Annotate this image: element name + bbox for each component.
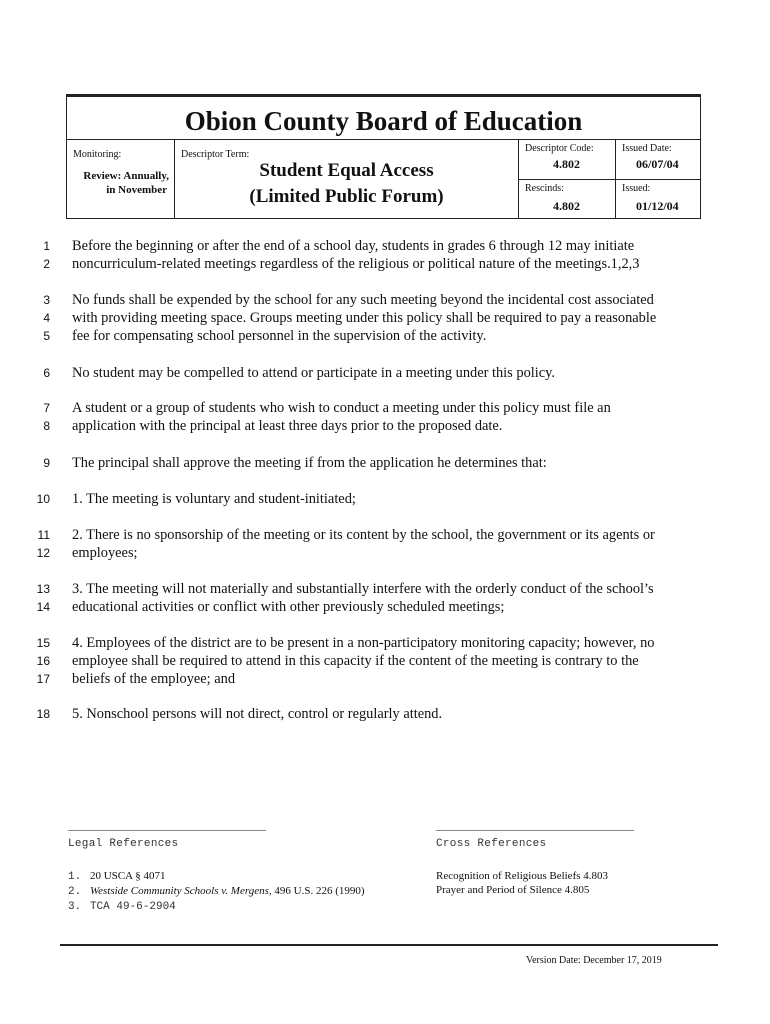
cross-references [436,830,716,897]
line-number: 3 [43,293,50,307]
cross-reference-item: Prayer and Period of Silence 4.805 [436,884,590,896]
issued-cell [622,183,700,214]
line-number: 14 [36,600,50,614]
policy-paragraph [72,705,702,723]
legal-references-heading: Legal References [68,838,179,850]
line-number: 4 [43,311,50,325]
board-title: Obion County Board of Education [184,106,583,136]
paragraph-line: 5. Nonschool persons will not direct, control or regularly attend. [72,706,443,722]
paragraph-line: beliefs of the employee; and [72,671,236,687]
paragraph-line: A student or a group of students who wish to conduct a meeting under this policy must file an [72,400,611,416]
paragraph-line: educational activities or conflict with other previously scheduled meetings; [72,599,505,615]
header-divider [67,139,700,140]
rescinds-label: Rescinds: [525,183,564,194]
monitoring-label: Monitoring: [73,149,122,160]
policy-paragraph [72,291,702,345]
paragraph-line: 4. Employees of the district are to be present in a non-participatory monitoring capacity; however, no [72,635,655,651]
issued-date-cell [622,143,700,172]
header-top-rule [67,95,700,97]
legal-references-rule [68,830,266,831]
line-number: 5 [43,329,50,343]
issued-date-value: 06/07/04 [636,157,679,171]
header-code-divider [518,179,700,180]
paragraph-line: employee shall be required to attend in this capacity if the content of the meeting is contrary to the [72,653,639,669]
line-number: 1 [43,239,50,253]
paragraph-line: No funds shall be expended by the school for any such meeting beyond the incidental cost associated [72,292,654,308]
line-number: 10 [36,492,50,506]
policy-header-box [66,94,701,219]
rescinds-cell [525,183,615,214]
policy-paragraph [72,526,702,562]
footer-rule [60,944,718,946]
paragraph-line: 2. There is no sponsorship of the meeting or its content by the school, the government or its agents or [72,527,655,543]
policy-paragraph [72,580,702,616]
paragraph-line: Before the beginning or after the end of a school day, students in grades 6 through 12 may initiate [72,238,635,254]
legal-reference-item: 3. TCA 49-6-2904 [68,901,176,913]
paragraph-line: No student may be compelled to attend or participate in a meeting under this policy. [72,365,556,381]
paragraph-line: employees; [72,545,138,561]
policy-paragraph [72,364,702,382]
line-number: 7 [43,401,50,415]
monitoring-value-line2: in November [106,184,167,196]
line-number: 13 [36,582,50,596]
line-number: 2 [43,257,50,271]
legal-references [68,830,408,914]
paragraph-line: with providing meeting space. Groups meeting under this policy shall be required to pay a reasonable [72,310,657,326]
term-line2: (Limited Public Forum) [249,186,444,207]
term-line1: Student Equal Access [259,160,434,181]
line-number: 18 [36,707,50,721]
policy-paragraph [72,399,702,435]
policy-paragraph [72,490,702,508]
cross-reference-item: Recognition of Religious Beliefs 4.803 [436,870,609,882]
paragraph-line: 1. The meeting is voluntary and student-initiated; [72,491,356,507]
paragraph-line: 3. The meeting will not materially and substantially interfere with the orderly conduct of the school’s [72,581,654,597]
line-number: 16 [36,654,50,668]
descriptor-code-label: Descriptor Code: [525,143,594,154]
monitoring-cell [73,149,173,197]
line-number: 15 [36,636,50,650]
line-number: 11 [37,528,50,542]
paragraph-line: application with the principal at least three days prior to the proposed date. [72,418,503,434]
descriptor-code-value: 4.802 [553,157,580,171]
line-number: 9 [43,456,50,470]
paragraph-line: noncurriculum-related meetings regardless of the religious or political nature of the meetings.1,2,3 [72,256,640,272]
paragraph-line: The principal shall approve the meeting if from the application he determines that: [72,455,547,471]
monitoring-value-line1: Review: Annually, [83,170,169,182]
descriptor-code-cell [525,143,615,172]
legal-reference-item: 2. Westside Community Schools v. Mergens, 496 U.S. 226 (1990) [68,885,365,898]
line-number: 12 [36,546,50,560]
issued-value: 01/12/04 [636,199,679,213]
line-number: 8 [43,419,50,433]
rescinds-value: 4.802 [553,199,580,213]
descriptor-term-title [175,158,518,210]
line-number: 17 [36,672,50,686]
descriptor-term-label: Descriptor Term: [181,149,250,160]
policy-paragraph [72,454,702,472]
line-number: 6 [43,366,50,380]
cross-references-heading: Cross References [436,838,547,850]
cross-references-rule [436,830,634,831]
issued-label: Issued: [622,183,651,194]
policy-paragraph [72,237,702,273]
policy-paragraph [72,634,702,688]
legal-reference-item: 1. 20 USCA § 4071 [68,870,166,883]
paragraph-line: fee for compensating school personnel in the supervision of the activity. [72,328,487,344]
version-date: Version Date: December 17, 2019 [526,955,662,966]
issued-date-label: Issued Date: [622,143,672,154]
